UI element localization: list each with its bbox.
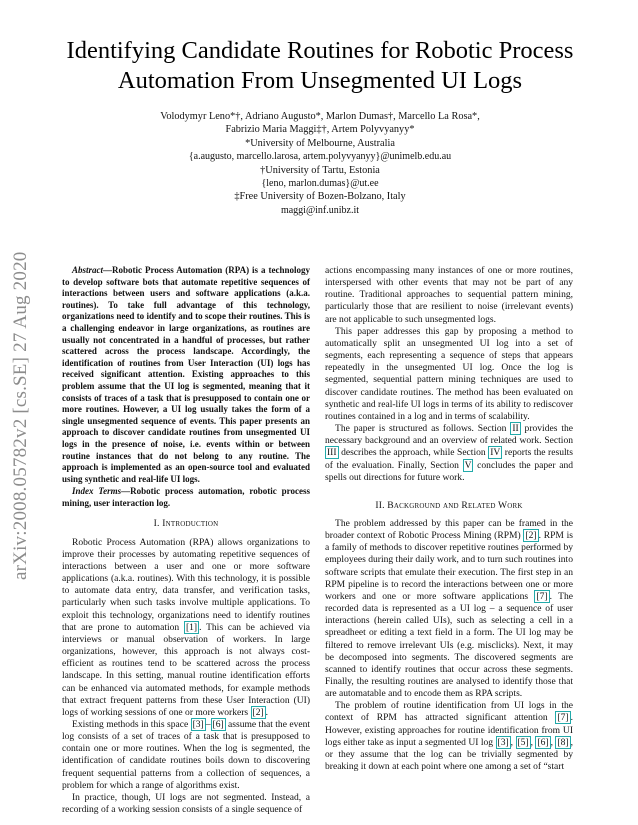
citation-link[interactable]: [6] <box>212 718 224 730</box>
citation-link[interactable]: [5] <box>517 736 529 748</box>
right-column <box>325 265 573 773</box>
section-link[interactable]: III <box>327 447 337 459</box>
intro-paragraph-2: Existing methods in this space [3] – [6] assume that the event log consists of a set of traces of a task that is presupposed to contain one or more routines. When the log is segmented, the identification of candidate routines boils down to discovering frequent sequential patterns from a collection of sequences, a problem for which a range of algorithms exist. <box>62 718 311 791</box>
affiliation-2: †University of Tartu, Estonia <box>260 164 380 176</box>
abstract-text: —Robotic Process Automation (RPA) is a technology to develop software bots that automate repetitive sequences of interactions between users and software applications (a.k.a. routines). To take full advantage of this technology, organizations need to identify and to scope their routines. This is a challenging endeavor in large organizations, as routines are usually not concentrated in a handful of processes, but rather scattered across the process landscape. Accordingly, the identification of routines from User Interaction (UI) logs has received significant attention. Existing approaches to this problem assume that the UI log is segmented, meaning that it consists of traces of a task that is presupposed to contain one or more routines. However, a UI log usually takes the form of a single unsegmented sequence of events. This paper presents an approach to discover candidate routines from unsegmented UI logs in the presence of noise, i.e. events within or between routine instances that do not belong to any routine. The approach is implemented as an open-source tool and evaluated using synthetic and real-life UI logs. <box>62 265 310 484</box>
citation-link[interactable]: [3] <box>497 736 509 748</box>
affiliation-3: ‡Free University of Bozen-Bolzano, Italy <box>234 191 406 203</box>
citation-link[interactable]: [1] <box>185 621 198 633</box>
section-heading-background: II. Background and Related Work <box>375 499 523 511</box>
email-1: {a.augusto, marcello.larosa, artem.polyvyanyy}@unimelb.edu.au <box>188 151 452 163</box>
section-link[interactable]: IV <box>490 447 501 459</box>
citation-link[interactable]: [7] <box>536 590 548 602</box>
index-terms-text: —Robotic process automation, robotic process mining, user interaction log. <box>62 486 310 508</box>
citation-link[interactable]: [2] <box>525 530 537 542</box>
intro-paragraph-4: This paper addresses this gap by proposing a method to automatically split an unsegmented UI log into a set of segments, each representing a sequence of steps that appears repeatedly in the unsegmented UI log. Once the log is segmented, sequential pattern mining techniques are used to discover candidate routines. The method has been evaluated on synthetic and real-life UI logs in terms of its ability to rediscover routines contained in a log and in terms of scalability. <box>325 325 573 422</box>
index-terms-label: Index Terms <box>72 486 122 497</box>
background-paragraph-1: The problem addressed by this paper can be framed in the broader context of Robotic Process Mining (RPM) [2] . RPM is a family of methods to discover repetitive routines performed by employees during their daily work, and to turn such routines into software scripts that emulate their execution. The first step in an RPM pipeline is to record the interactions between one or more workers and one or more software applications [7] . The recorded data is represented as a UI log – a sequence of user interactions (herein called UIs), such as selecting a cell in a spreadheet or editing a text field in a form. The UI log may be filtered to remove irrelevant UIs (e.g. misclicks). Next, it may be decomposed into segments. The discovered segments are scanned to identify routines that occur across these segments. Finally, the resulting routines are analysed to identify those that are automatable and to encode them as RPA scripts. <box>325 517 573 700</box>
abstract <box>62 265 310 485</box>
abstract-label: Abstract <box>72 265 104 275</box>
citation-link[interactable]: [2] <box>252 706 264 718</box>
intro-paragraph-3: In practice, though, UI logs are not segmented. Instead, a recording of a working session consists of a single sequence of <box>62 791 310 816</box>
author-line-1: Volodymyr Leno*†, Adriano Augusto*, Marlon Dumas†, Marcello La Rosa*, <box>160 111 480 122</box>
intro-paragraph-3-cont: actions encompassing many instances of one or more routines, interspersed with other events that may not be part of any routine. Traditional approaches to sequential pattern mining, particularly those that are resilient to noise (irrelevant events) are not applicable to such unsegmented logs. <box>325 265 573 325</box>
author-block <box>80 110 560 217</box>
left-column <box>62 265 310 816</box>
arxiv-identifier[interactable]: arXiv:2008.05782v2 [cs.SE] 27 Aug 2020 <box>10 251 31 580</box>
paper-title: Identifying Candidate Routines for Robotic Process Automation From Unsegmented UI Logs <box>66 37 574 94</box>
affiliation-1: *University of Melbourne, Australia <box>245 137 395 149</box>
intro-paragraph-5: The paper is structured as follows. Section II provides the necessary background and an overview of related work. Section III describes the approach, while Section IV reports the results of the evaluation. Finally, Section V concludes the paper and spells out directions for future work. <box>325 423 573 483</box>
citation-link[interactable]: [3] <box>192 718 204 730</box>
background-paragraph-2: The problem of routine identification from UI logs in the context of RPM has attracted significant attention [7] . However, existing approaches for routine identification from UI logs either take as input a segmented UI log [3] , [5] , [6] , [8] , or they assume that the log can be trivially segmented by breaking it down at each point where one among a set of “start <box>325 700 573 773</box>
section-link[interactable]: II <box>512 423 519 435</box>
email-2: {leno, marlon.dumas}@ut.ee <box>261 178 379 190</box>
author-line-2: Fabrizio Maria Maggi‡†, Artem Polyvyanyy* <box>225 124 415 136</box>
section-heading-introduction: I. Introduction <box>153 518 219 530</box>
citation-link[interactable]: [7] <box>557 712 569 724</box>
citation-link[interactable]: [6] <box>537 736 549 748</box>
email-3: maggi@inf.unibz.it <box>280 204 360 216</box>
citation-link[interactable]: [8] <box>557 736 569 748</box>
index-terms <box>62 486 310 509</box>
intro-paragraph-1: Robotic Process Automation (RPA) allows organizations to improve their processes by automating repetitive sequences of interactions between a user and one or more software applications (a.k.a. routines). With this technology, it is possible to automate data entry, data transfer, and verification tasks, particularly when such tasks involve multiple applications. To exploit this technology, organizations need to identify routines that are prone to automation [1] . This can be achieved via interviews or manual observation of workers. In large organizations, however, this approach is not always cost-efficient as routines tend to be scattered across the process landscape. In this setting, manual routine identification efforts can be enhanced via automated methods, for example methods that extract frequent patterns from these User Interaction (UI) logs of working sessions of one or more workers [2] . <box>62 536 310 718</box>
section-link[interactable]: V <box>464 459 472 471</box>
